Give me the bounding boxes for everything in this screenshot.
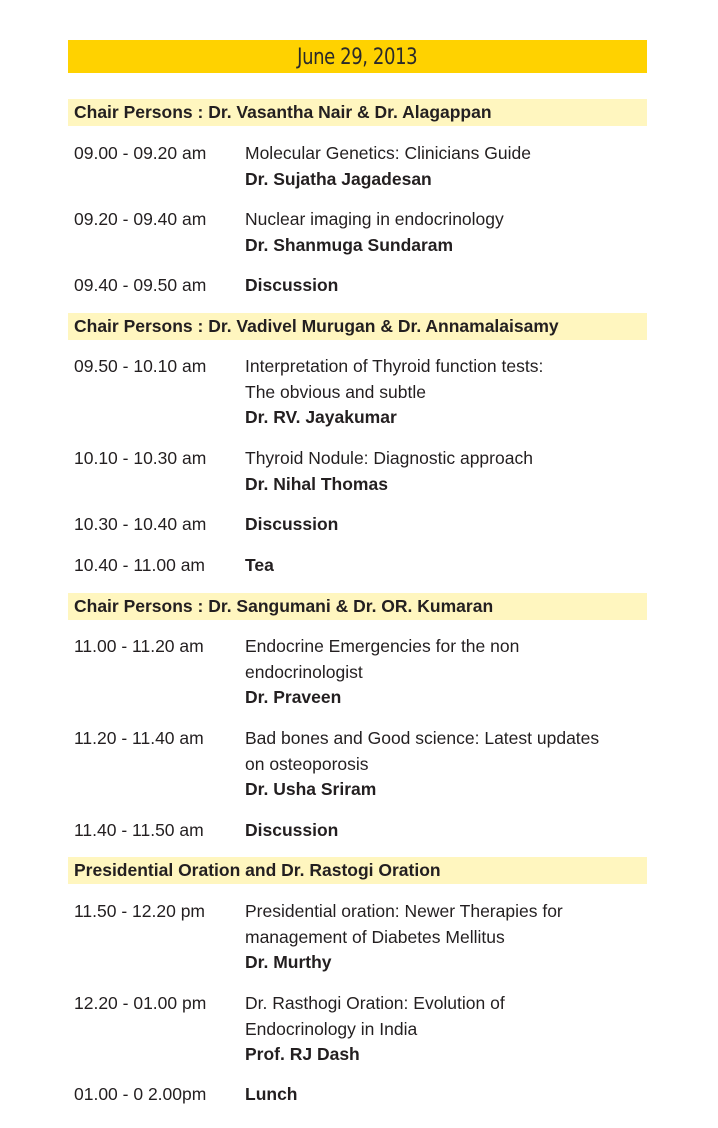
session-time: 09.40 - 09.50 am bbox=[74, 275, 207, 295]
session-title: Molecular Genetics: Clinicians Guide bbox=[245, 143, 531, 163]
session-speaker: Dr. Shanmuga Sundaram bbox=[245, 234, 454, 255]
session-time: 11.00 - 11.20 am bbox=[74, 636, 204, 656]
oration-header: Presidential Oration and Dr. Rastogi Oration bbox=[68, 857, 647, 884]
session-speaker: Dr. Praveen bbox=[245, 687, 342, 707]
session-speaker: Discussion bbox=[245, 514, 339, 534]
session-title: Nuclear imaging in endocrinology bbox=[245, 209, 504, 229]
session-title: Endocrinology in India bbox=[245, 1018, 418, 1039]
session-time: 11.20 - 11.40 am bbox=[74, 728, 204, 748]
session-speaker: Discussion bbox=[245, 275, 339, 295]
session-speaker: Lunch bbox=[245, 1084, 298, 1104]
session-speaker: Dr. Sujatha Jagadesan bbox=[245, 168, 432, 189]
chair-persons-header: Chair Persons : Dr. Vadivel Murugan & Dr. Annamalaisamy bbox=[68, 313, 647, 340]
session-time: 11.50 - 12.20 pm bbox=[74, 901, 206, 921]
session-title: endocrinologist bbox=[245, 661, 363, 682]
session-title: management of Diabetes Mellitus bbox=[245, 926, 505, 947]
chair-persons-header: Chair Persons : Dr. Sangumani & Dr. OR. Kumaran bbox=[68, 593, 647, 620]
session-speaker: Discussion bbox=[245, 820, 339, 840]
session-time: 10.40 - 11.00 am bbox=[74, 555, 206, 575]
session-time: 09.20 - 09.40 am bbox=[74, 209, 207, 229]
session-title: on osteoporosis bbox=[245, 753, 369, 774]
session-time: 09.00 - 09.20 am bbox=[74, 143, 207, 163]
session-time: 10.30 - 10.40 am bbox=[74, 514, 207, 534]
session-speaker: Dr. Nihal Thomas bbox=[245, 473, 388, 494]
session-time: 12.20 - 01.00 pm bbox=[74, 993, 207, 1013]
session-speaker: Dr. Murthy bbox=[245, 952, 332, 972]
session-speaker: Dr. RV. Jayakumar bbox=[245, 407, 397, 427]
session-title: Endocrine Emergencies for the non bbox=[245, 636, 520, 656]
session-title: Bad bones and Good science: Latest updates bbox=[245, 728, 600, 748]
session-speaker: Tea bbox=[245, 555, 274, 575]
session-time: 01.00 - 0 2.00pm bbox=[74, 1084, 207, 1104]
date-banner bbox=[68, 40, 647, 73]
date-heading: June 29, 2013 bbox=[297, 45, 418, 70]
chair-persons-header: Chair Persons : Dr. Vasantha Nair & Dr. Alagappan bbox=[68, 99, 647, 126]
session-speaker: Prof. RJ Dash bbox=[245, 1044, 360, 1064]
session-time: 09.50 - 10.10 am bbox=[74, 356, 207, 376]
session-speaker: Dr. Usha Sriram bbox=[245, 779, 377, 799]
session-title: Presidential oration: Newer Therapies for bbox=[245, 901, 563, 921]
session-title: The obvious and subtle bbox=[245, 381, 426, 402]
session-time: 11.40 - 11.50 am bbox=[74, 820, 204, 840]
session-title: Thyroid Nodule: Diagnostic approach bbox=[245, 448, 533, 468]
session-title: Dr. Rasthogi Oration: Evolution of bbox=[245, 993, 505, 1013]
session-title: Interpretation of Thyroid function tests: bbox=[245, 356, 544, 376]
session-time: 10.10 - 10.30 am bbox=[74, 448, 207, 468]
